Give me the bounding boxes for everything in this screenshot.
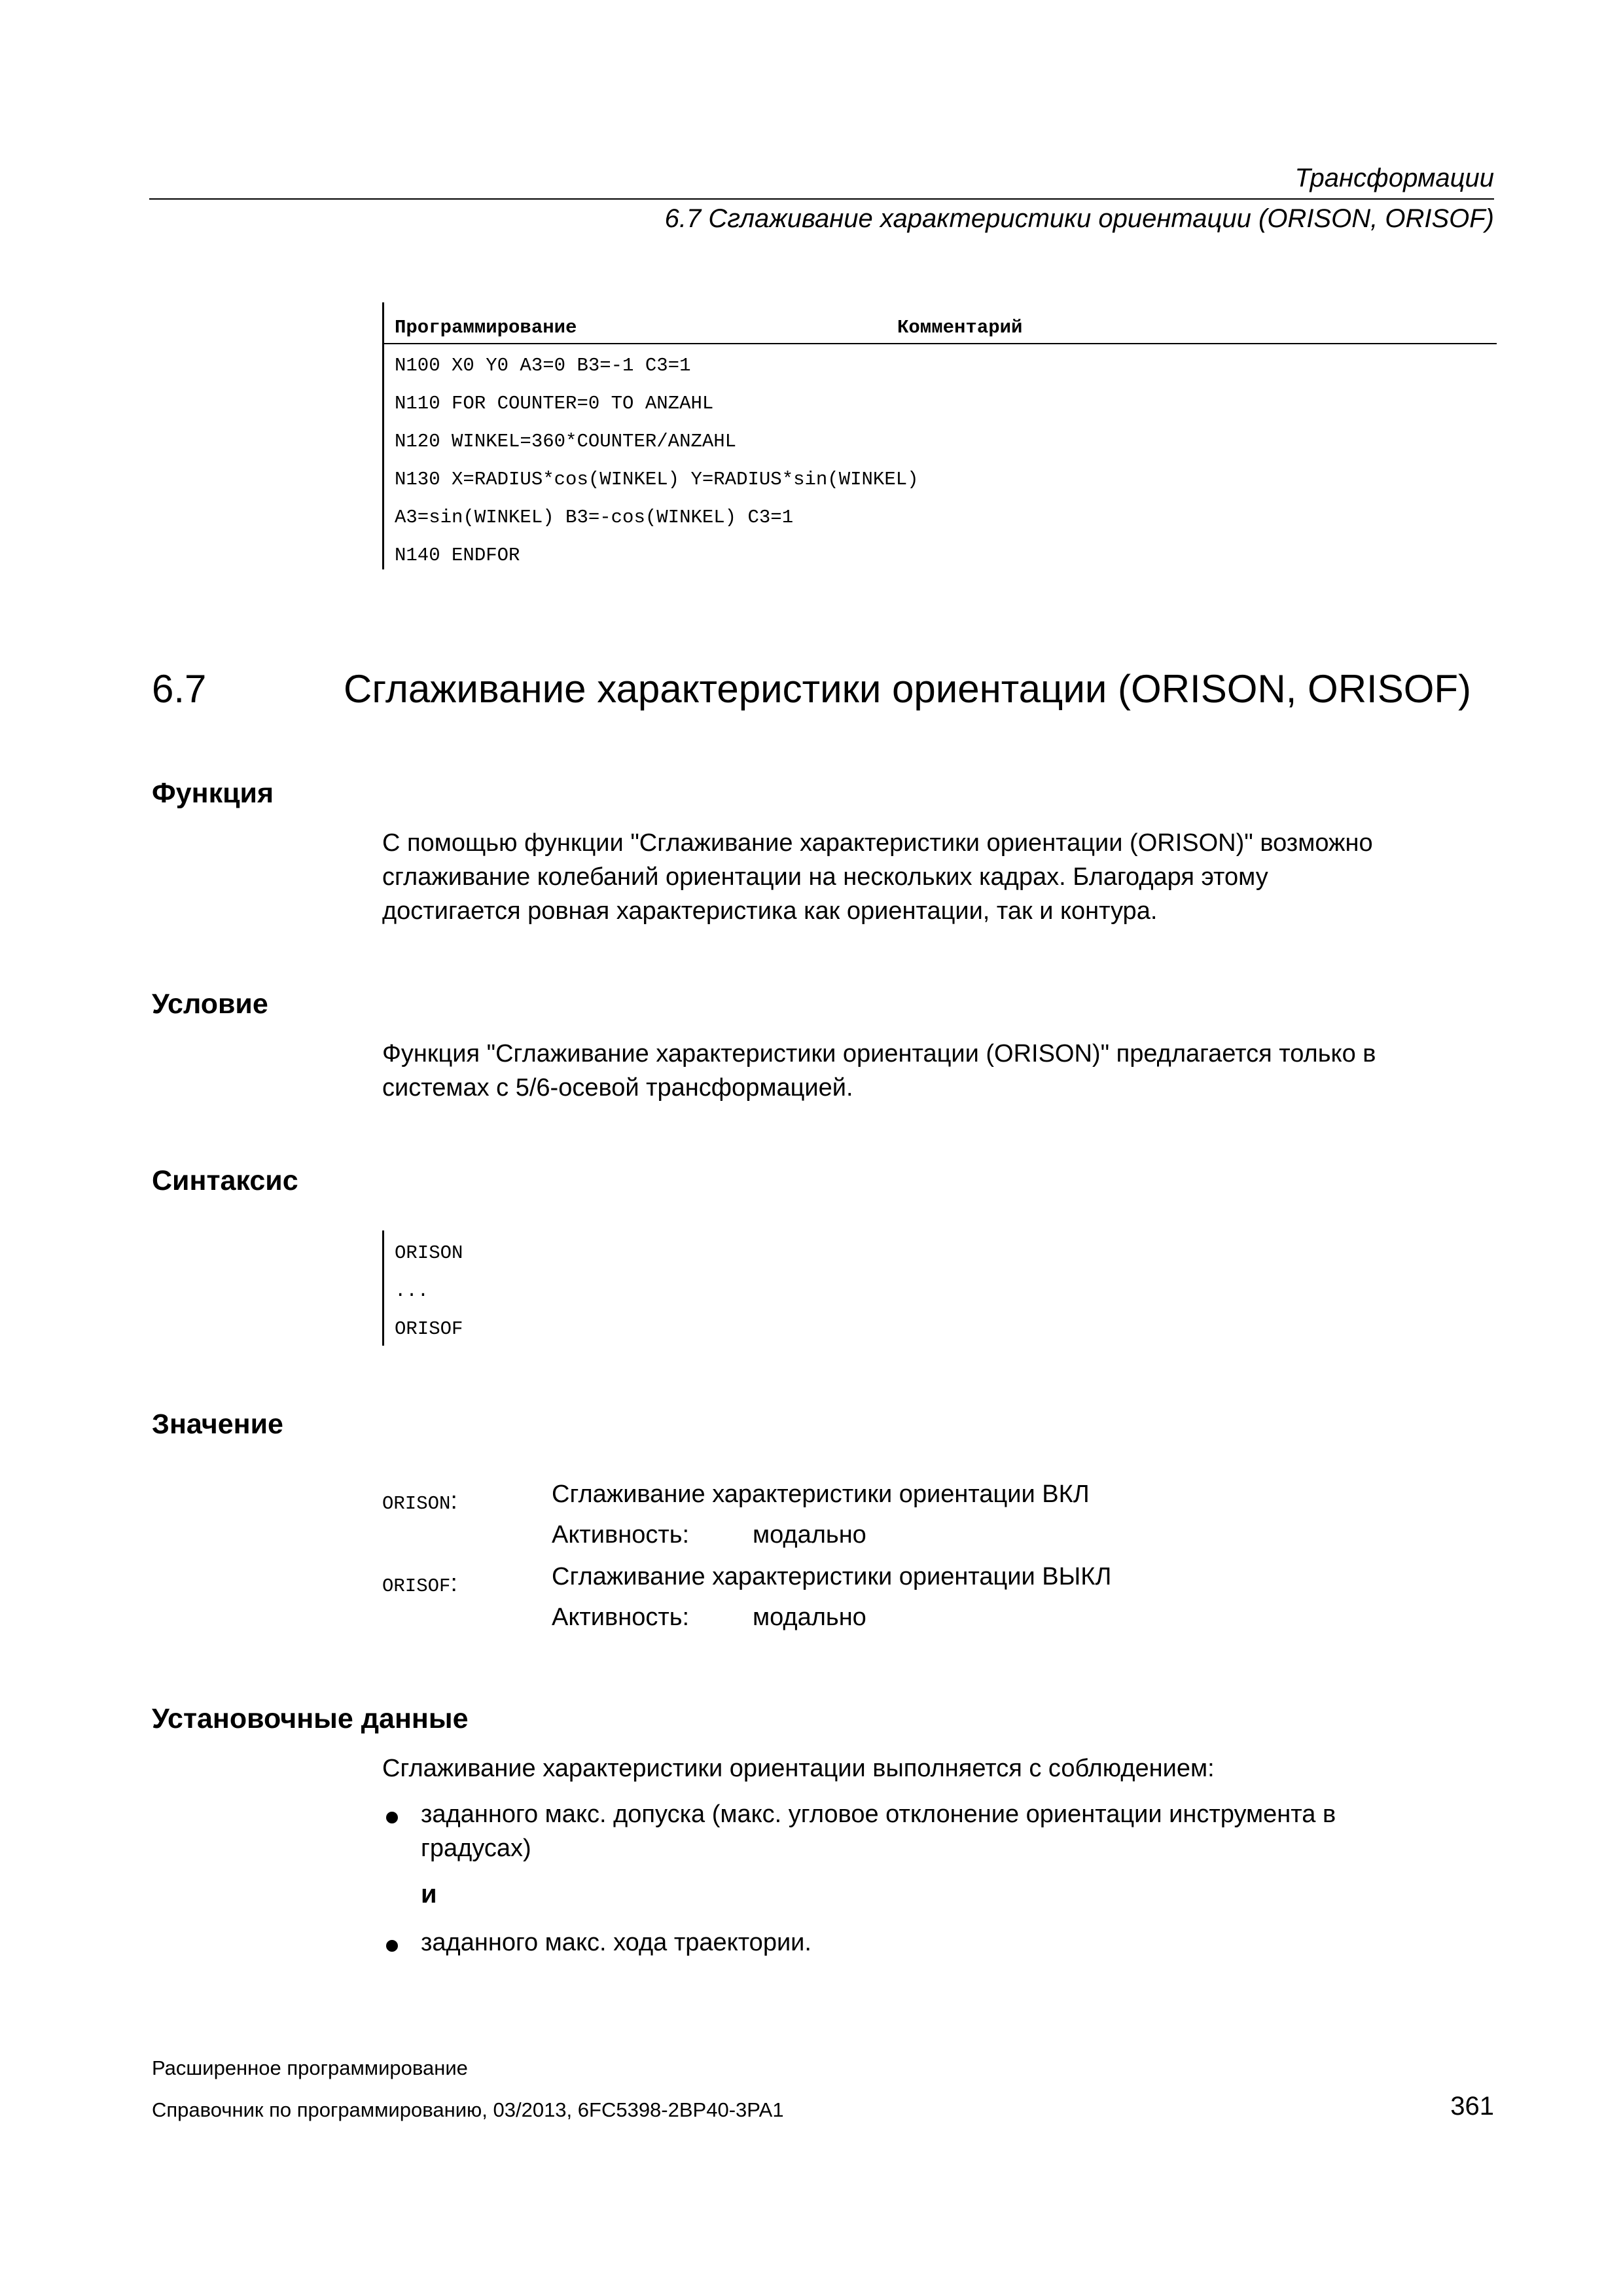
code-line: N130 X=RADIUS*cos(WINKEL) Y=RADIUS*sin(WINKEL) xyxy=(395,469,919,490)
section-number: 6.7 xyxy=(152,667,207,711)
page-number: 361 xyxy=(1450,2092,1494,2121)
header-rule xyxy=(149,198,1494,200)
term-colon: : xyxy=(450,1570,457,1597)
bullet-line: градусах) xyxy=(421,1835,531,1862)
meaning-description: Сглаживание характеристики ориентации ВЫКЛ xyxy=(552,1563,1112,1590)
code-line: N100 X0 Y0 A3=0 B3=-1 C3=1 xyxy=(395,355,691,376)
syntax-heading: Синтаксис xyxy=(152,1165,298,1196)
term-colon: : xyxy=(450,1487,457,1515)
setting-data-intro: Сглаживание характеристики ориентации выполняется с соблюдением: xyxy=(382,1755,1215,1782)
section-title: Сглаживание характеристики ориентации (ORISON, ORISOF) xyxy=(344,667,1472,711)
meaning-term xyxy=(382,1487,457,1515)
code-line: ... xyxy=(395,1280,429,1302)
function-heading: Функция xyxy=(152,778,274,809)
activity-value: модально xyxy=(753,1521,866,1549)
bullet-item xyxy=(421,1797,1494,1865)
code-line: N110 FOR COUNTER=0 TO ANZAHL xyxy=(395,393,714,414)
code-line: A3=sin(WINKEL) B3=-cos(WINKEL) C3=1 xyxy=(395,507,794,528)
activity-label: Активность: xyxy=(552,1604,690,1631)
paragraph-line: сглаживание колебаний ориентации на нескольких кадрах. Благодаря этому xyxy=(382,863,1268,891)
program-table-rule xyxy=(384,343,1497,344)
term-code: ORISOF xyxy=(382,1575,451,1597)
meaning-description: Сглаживание характеристики ориентации ВКЛ xyxy=(552,1480,1090,1508)
bullet-line: заданного макс. допуска (макс. угловое отклонение ориентации инструмента в xyxy=(421,1801,1336,1828)
code-line: N120 WINKEL=360*COUNTER/ANZAHL xyxy=(395,431,737,452)
paragraph-line: системах с 5/6-осевой трансформацией. xyxy=(382,1074,853,1102)
condition-heading: Условие xyxy=(152,988,268,1020)
meaning-term xyxy=(382,1570,457,1598)
conjunction: и xyxy=(421,1880,437,1909)
paragraph-line: Функция "Сглаживание характеристики ориентации (ORISON)" предлагается только в xyxy=(382,1040,1376,1067)
column-header-programming: Программирование xyxy=(395,317,577,338)
activity-label: Активность: xyxy=(552,1521,690,1549)
meaning-heading: Значение xyxy=(152,1408,283,1440)
program-table-header xyxy=(395,317,1507,340)
condition-paragraph xyxy=(382,1037,1495,1105)
code-line: N140 ENDFOR xyxy=(395,545,520,566)
activity-value: модально xyxy=(753,1604,866,1631)
column-header-comment: Комментарий xyxy=(897,317,1023,338)
term-code: ORISON xyxy=(382,1493,451,1515)
footer-document-id: Справочник по программированию, 03/2013, 6FC5398-2BP40-3PA1 xyxy=(152,2098,784,2121)
bullet-icon xyxy=(386,1812,398,1823)
paragraph-line: С помощью функции "Сглаживание характеристики ориентации (ORISON)" возможно xyxy=(382,829,1373,857)
paragraph-line: достигается ровная характеристика как ориентации, так и контура. xyxy=(382,897,1158,925)
bullet-icon xyxy=(386,1940,398,1952)
syntax-block xyxy=(382,1230,777,1346)
program-table xyxy=(382,302,1497,569)
setting-data-heading: Установочные данные xyxy=(152,1703,469,1734)
function-paragraph xyxy=(382,826,1495,928)
code-line: ORISON xyxy=(395,1242,463,1264)
code-line: ORISOF xyxy=(395,1318,463,1340)
bullet-item: заданного макс. хода траектории. xyxy=(421,1929,812,1956)
running-header-subtitle: 6.7 Сглаживание характеристики ориентации (ORISON, ORISOF) xyxy=(664,204,1494,233)
footer-title: Расширенное программирование xyxy=(152,2056,468,2079)
running-header-title: Трансформации xyxy=(1294,164,1494,192)
